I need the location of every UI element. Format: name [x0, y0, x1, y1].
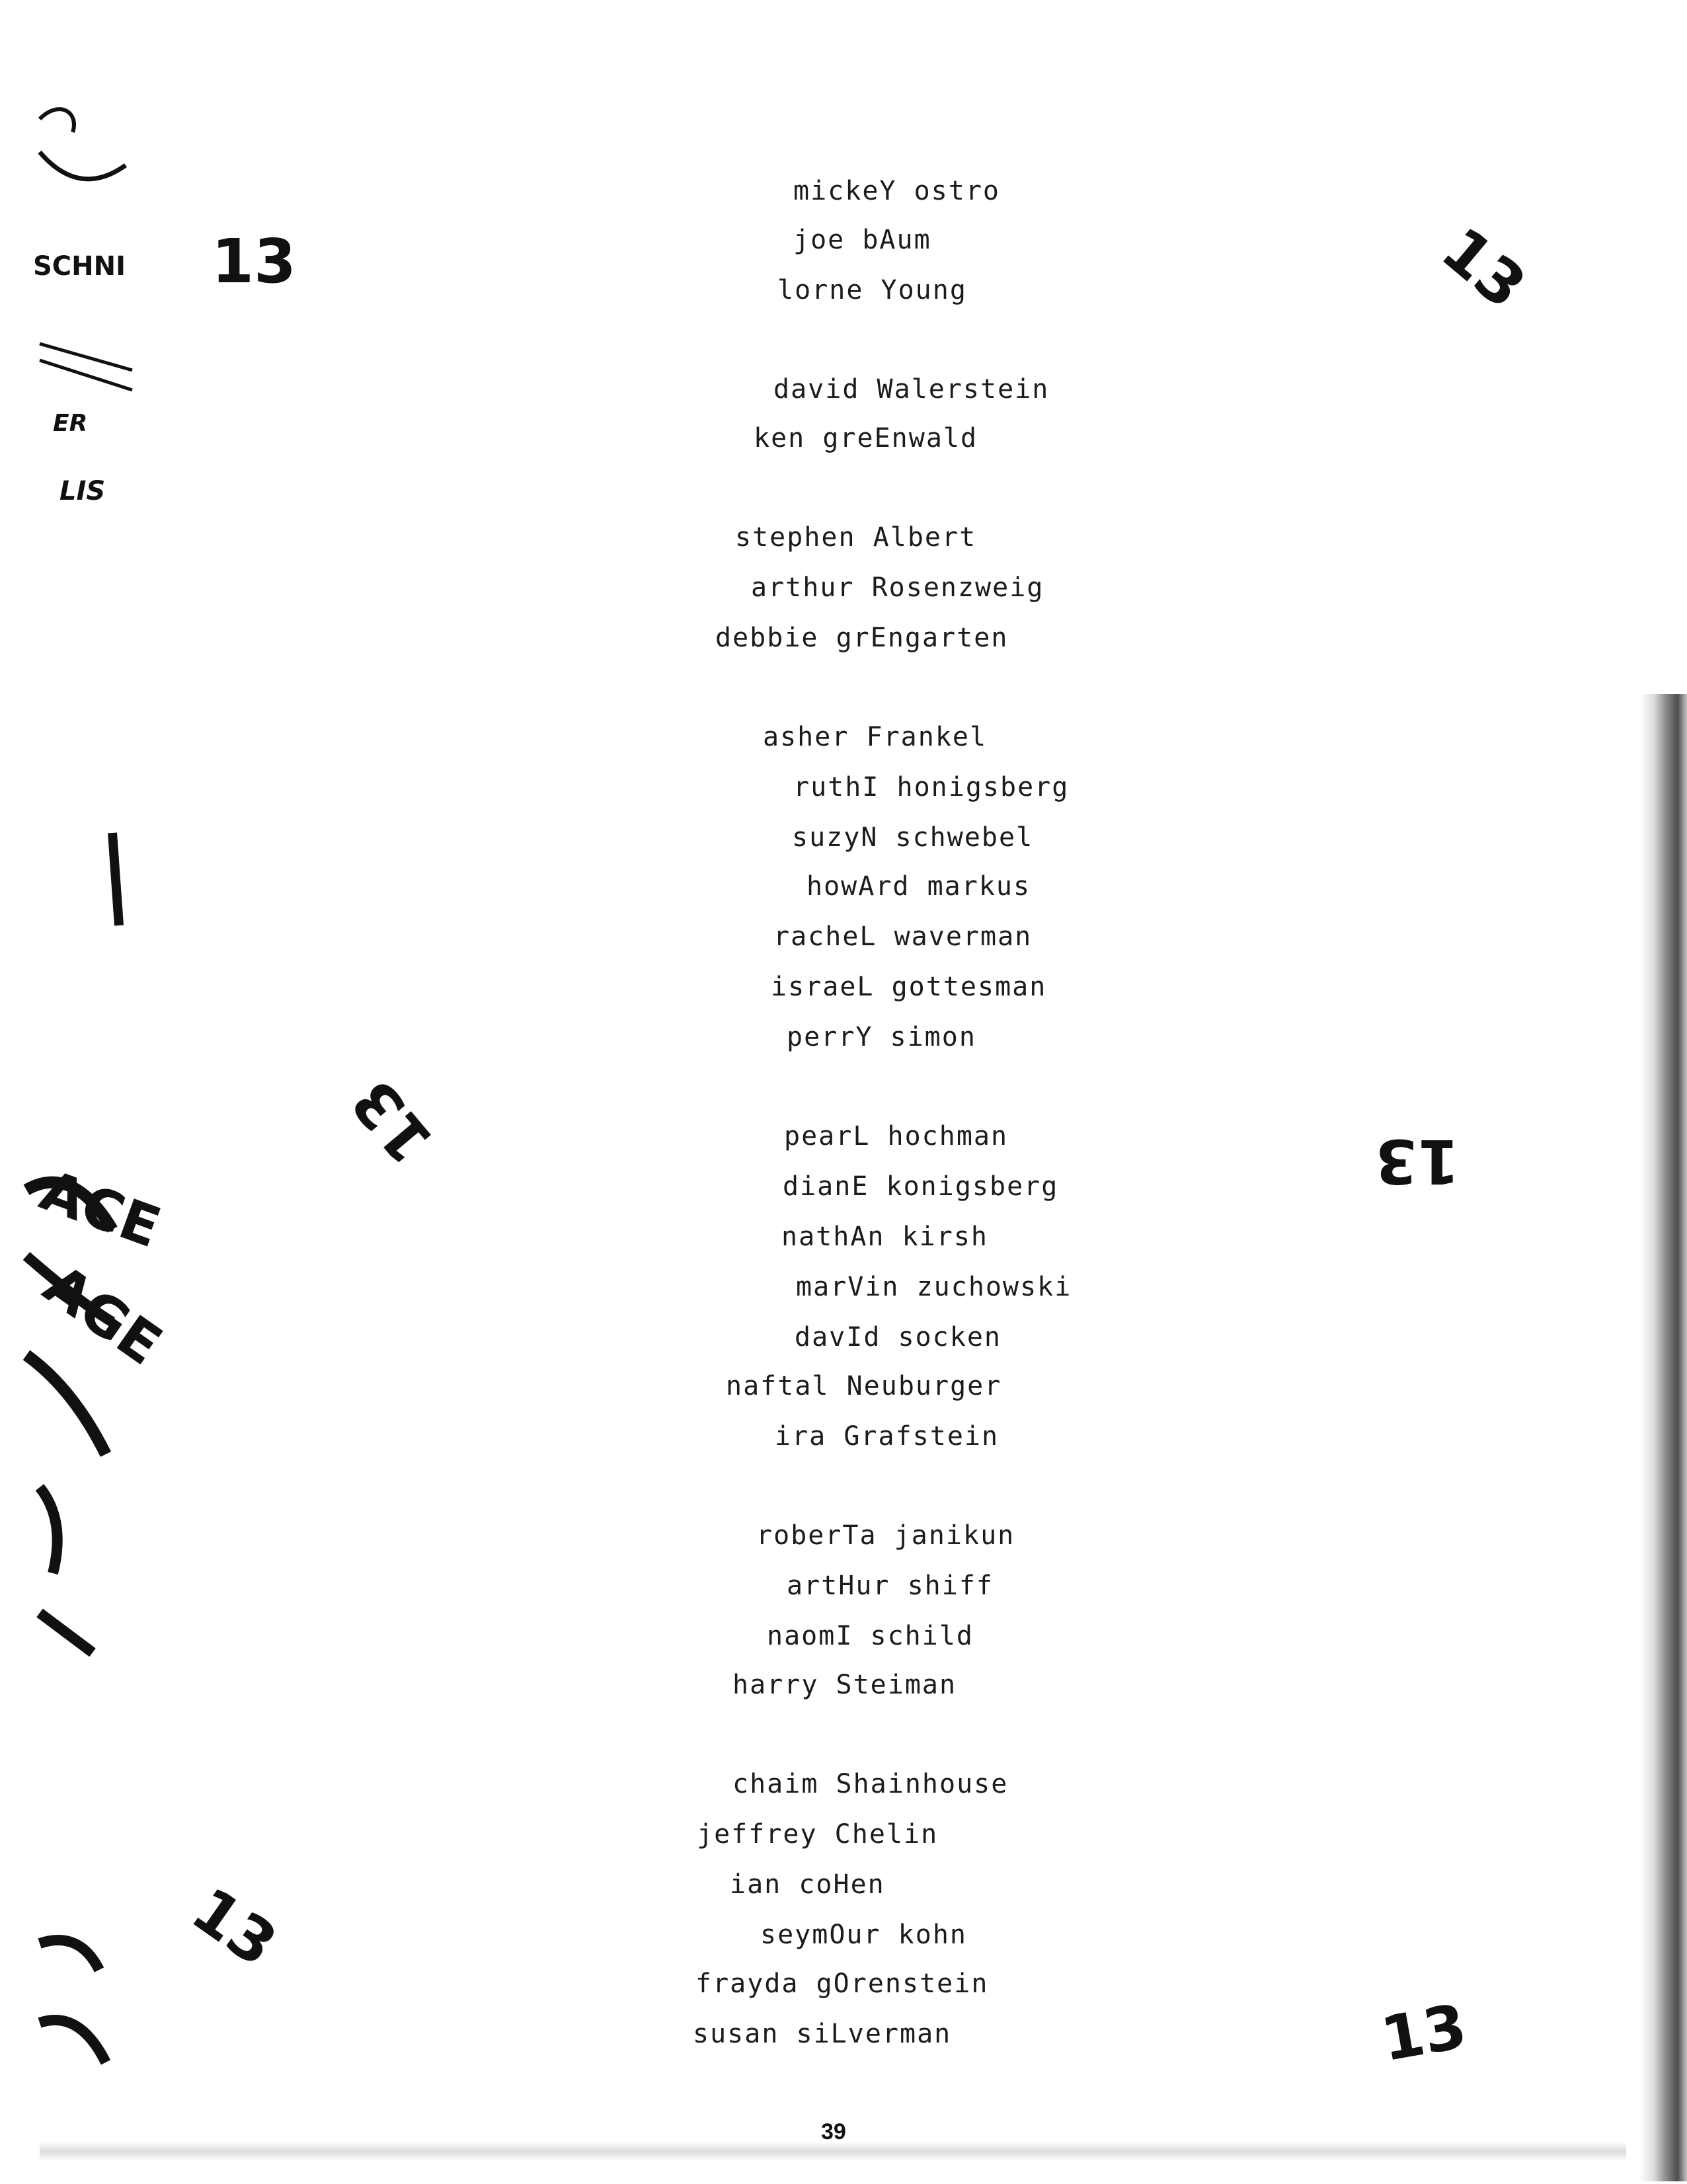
margin-scribbles — [0, 0, 145, 2181]
name-entry: davId socken — [795, 1322, 1001, 1352]
name-entry: david Walerstein — [773, 374, 1050, 405]
name-entry: ian coHen — [730, 1869, 885, 1900]
name-entry: arthur Rosenzweig — [751, 572, 1044, 603]
name-entry: ruthI honigsberg — [793, 772, 1070, 802]
name-entry: suzyN schwebel — [792, 822, 1034, 853]
name-entry: chaim Shainhouse — [732, 1769, 1009, 1799]
name-entry: nathAn kirsh — [781, 1222, 988, 1252]
name-entry: jeffrey Chelin — [697, 1819, 939, 1850]
name-entry: howArd markus — [806, 871, 1031, 902]
name-entry: racheL waverman — [773, 921, 1033, 952]
name-entry: pearL hochman — [784, 1121, 1009, 1151]
margin-fragment: ACE — [32, 1157, 169, 1261]
stamp-13: 13 — [179, 1874, 290, 1981]
name-entry: debbie grEngarten — [715, 623, 1009, 653]
name-entry: roberTa janikun — [756, 1520, 1015, 1551]
page-edge-shadow — [1639, 694, 1687, 2181]
name-entry: perrY simon — [787, 1022, 976, 1052]
name-entry: dianE konigsberg — [783, 1171, 1059, 1202]
stamp-13: 13 — [1428, 214, 1539, 323]
stamp-13: 13 — [338, 1066, 447, 1177]
name-entry: artHur shiff — [787, 1571, 994, 1601]
margin-fragment: AGE — [32, 1251, 174, 1378]
name-entry: frayda gOrenstein — [695, 1969, 989, 1999]
name-entry: mickeY ostro — [793, 176, 1000, 206]
margin-fragment: ER — [53, 410, 88, 437]
stamp-13: 13 — [1375, 1126, 1460, 1196]
name-entry: stephen Albert — [735, 522, 977, 553]
name-entry: asher Frankel — [763, 722, 988, 752]
name-entry: marVin zuchowski — [796, 1272, 1072, 1302]
name-entry: naftal Neuburger — [726, 1371, 1002, 1401]
name-entry: naomI schild — [767, 1621, 974, 1651]
name-entry: ira Grafstein — [775, 1421, 1000, 1452]
stamp-13: 13 — [1376, 1990, 1472, 2076]
left-margin-collage — [0, 0, 174, 2181]
margin-fragment: SCHNI — [33, 251, 126, 282]
name-entry: harry Steiman — [732, 1670, 957, 1700]
stamp-13: 13 — [212, 226, 297, 297]
name-entry: lorne Young — [777, 275, 967, 305]
page-number: 39 — [821, 2119, 846, 2144]
name-entry: joe bAum — [793, 225, 931, 255]
margin-fragment: LIS — [59, 476, 106, 506]
name-entry: susan siLverman — [693, 2019, 952, 2049]
name-entry: ken greEnwald — [754, 423, 978, 453]
name-entry: seymOur kohn — [760, 1920, 967, 1950]
name-entry: israeL gottesman — [771, 972, 1047, 1002]
